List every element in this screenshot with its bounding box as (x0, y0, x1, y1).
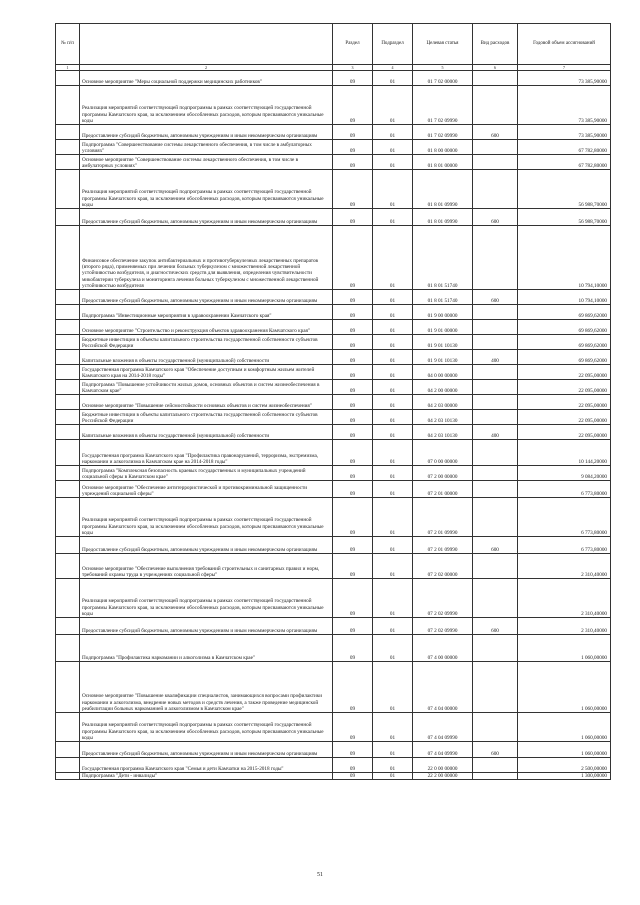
row-amount: 73 385,90000 (518, 125, 611, 140)
row-amount: 69 869,62000 (518, 350, 611, 365)
table-row (56, 320, 611, 335)
table-row (56, 410, 611, 425)
row-number-cell (56, 86, 80, 125)
row-section: 09 (333, 466, 373, 481)
row-amount: 1 300,00000 (518, 773, 611, 780)
row-target: 04 2 03 00000 (413, 395, 473, 410)
table-row (56, 335, 611, 350)
row-amount: 10 794,10000 (518, 226, 611, 290)
table-row (56, 554, 611, 579)
row-expense: 600 (473, 209, 518, 226)
header-name (80, 24, 333, 65)
row-expense (473, 86, 518, 125)
row-target: 07 0 00 00000 (413, 440, 473, 466)
row-number-cell (56, 350, 80, 365)
row-name: Подпрограмма "Повышение устойчивости жилых домов, основных объектов и систем жизнеобеспечения в Камчатском крае" (80, 380, 333, 395)
row-subsection: 01 (373, 481, 413, 498)
row-target: 01 8 01 09990 (413, 209, 473, 226)
row-target: 01 8 01 51740 (413, 226, 473, 290)
row-name: Предоставление субсидий бюджетным, автономным учреждениям и иным некоммерческим организациям (80, 618, 333, 635)
row-subsection: 01 (373, 440, 413, 466)
row-subsection: 01 (373, 758, 413, 773)
row-section: 09 (333, 305, 373, 320)
row-expense (473, 773, 518, 780)
row-expense (473, 662, 518, 713)
row-amount: 6 773,80000 (518, 481, 611, 498)
table-row (56, 662, 611, 713)
row-section: 09 (333, 380, 373, 395)
row-amount: 22 095,00000 (518, 365, 611, 380)
header-target: Целевая статья (413, 24, 473, 65)
row-section: 09 (333, 773, 373, 780)
row-number-cell (56, 498, 80, 537)
row-expense (473, 466, 518, 481)
column-number: 5 (413, 65, 473, 71)
row-name: Основное мероприятие "Повышение квалификации специалистов, занимающихся вопросами профилактики наркомании и алкоголизма, внедрение новых методов и средств лечения, а также проведение медицинской реабилитации больных наркоманией и алкоголизмом в Камчатском крае" (80, 662, 333, 713)
row-subsection: 01 (373, 380, 413, 395)
row-amount: 2 310,40000 (518, 618, 611, 635)
row-name: Подпрограмма "Профилактика наркомании и алкоголизма в Камчатском крае" (80, 635, 333, 662)
table-row (56, 425, 611, 440)
row-target: 01 8 01 09990 (413, 170, 473, 209)
row-section: 09 (333, 618, 373, 635)
column-number: 4 (373, 65, 413, 71)
row-amount: 10 794,10000 (518, 290, 611, 305)
header-section: Раздел (333, 24, 373, 65)
header-num: № п/п (56, 24, 80, 65)
row-target: 04 0 00 00000 (413, 365, 473, 380)
row-target: 07 2 01 00000 (413, 481, 473, 498)
row-number-cell (56, 425, 80, 440)
row-expense: 600 (473, 290, 518, 305)
row-number-cell (56, 305, 80, 320)
row-section: 09 (333, 440, 373, 466)
row-name: Предоставление субсидий бюджетным, автономным учреждениям и иным некоммерческим организациям (80, 125, 333, 140)
row-section: 09 (333, 209, 373, 226)
row-subsection: 01 (373, 425, 413, 440)
row-number-cell (56, 466, 80, 481)
row-expense (473, 481, 518, 498)
row-amount: 6 773,80000 (518, 498, 611, 537)
page-number: 51 (317, 872, 323, 878)
row-amount: 69 869,62000 (518, 305, 611, 320)
row-target: 04 2 00 00000 (413, 380, 473, 395)
row-section: 09 (333, 226, 373, 290)
row-name: Предоставление субсидий бюджетным, автономным учреждениям и иным некоммерческим организациям (80, 742, 333, 758)
row-name: Финансовое обеспечение закупок антибактериальных и противотуберкулезных лекарственных препаратов (второго ряда), применяемых при лечении больных туберкулезом с множественной лекарственной устойчивостью возбудителя, и диагностических средств для выявления, определения чувствительности микобактерии туберкулеза и мониторинга лечения больных туберкулезом с множественной лекарственной устойчивостью возбудителя (80, 226, 333, 290)
row-subsection: 01 (373, 350, 413, 365)
row-amount: 22 095,00000 (518, 380, 611, 395)
table-row (56, 71, 611, 86)
row-expense: 600 (473, 742, 518, 758)
row-subsection: 01 (373, 170, 413, 209)
row-section: 09 (333, 713, 373, 742)
row-subsection: 01 (373, 71, 413, 86)
row-section: 09 (333, 635, 373, 662)
row-name: Подпрограмма "Комплексная безопасность краевых государственных и муниципальных учреждений социальной сферы в Камчатском крае" (80, 466, 333, 481)
row-target: 07 4 04 00000 (413, 662, 473, 713)
table-row (56, 773, 611, 780)
row-section: 09 (333, 395, 373, 410)
row-number-cell (56, 320, 80, 335)
row-name: Основное мероприятие "Обеспечение выполнения требований строительных и санитарных правил и норм, требований охраны труда в учреждениях социальной сферы" (80, 554, 333, 579)
row-expense: 400 (473, 425, 518, 440)
header-subsection: Подраздел (373, 24, 413, 65)
row-section: 09 (333, 537, 373, 554)
table-row (56, 440, 611, 466)
row-name: Основное мероприятие "Меры социальной поддержки медицинских работников" (80, 71, 333, 86)
row-amount: 1 060,00000 (518, 742, 611, 758)
row-name: Бюджетные инвестиции в объекты капитального строительства государственной собственности субъектов Российской Федерации (80, 335, 333, 350)
table-row (56, 86, 611, 125)
table-row (56, 395, 611, 410)
column-number: 7 (518, 65, 611, 71)
row-section: 09 (333, 425, 373, 440)
row-name: Предоставление субсидий бюджетным, автономным учреждениям и иным некоммерческим организациям (80, 537, 333, 554)
row-expense: 600 (473, 618, 518, 635)
table-row (56, 537, 611, 554)
row-target: 07 2 02 09990 (413, 618, 473, 635)
row-amount: 73 385,90000 (518, 71, 611, 86)
table-row (56, 350, 611, 365)
row-number-cell (56, 579, 80, 618)
row-target: 04 2 03 10130 (413, 410, 473, 425)
row-section: 09 (333, 498, 373, 537)
table-row (56, 290, 611, 305)
row-name: Реализация мероприятий соответствующей подпрограммы в рамках соответствующей государственной программы Камчатского края, за исключением обособленных расходов, которым присваиваются уникальные коды (80, 86, 333, 125)
table-row (56, 635, 611, 662)
row-amount: 22 095,00000 (518, 395, 611, 410)
table-row (56, 125, 611, 140)
row-expense (473, 635, 518, 662)
table-row (56, 209, 611, 226)
row-subsection: 01 (373, 579, 413, 618)
row-expense (473, 335, 518, 350)
row-name: Подпрограмма "Дети - инвалиды" (80, 773, 333, 780)
row-number-cell (56, 365, 80, 380)
row-target: 01 7 02 09990 (413, 86, 473, 125)
row-name: Реализация мероприятий соответствующей подпрограммы в рамках соответствующей государственной программы Камчатского края, за исключением обособленных расходов, которым присваиваются уникальные коды (80, 579, 333, 618)
budget-table (55, 23, 611, 780)
row-section: 09 (333, 140, 373, 155)
row-expense (473, 140, 518, 155)
row-subsection: 01 (373, 713, 413, 742)
row-target: 04 2 03 10130 (413, 425, 473, 440)
row-target: 07 2 02 09990 (413, 579, 473, 618)
row-amount: 6 773,80000 (518, 537, 611, 554)
row-section: 09 (333, 350, 373, 365)
budget-sheet (55, 23, 610, 780)
row-target: 07 2 01 09990 (413, 498, 473, 537)
row-amount: 56 988,70000 (518, 170, 611, 209)
row-number-cell (56, 290, 80, 305)
row-expense (473, 320, 518, 335)
row-number-cell (56, 635, 80, 662)
row-number-cell (56, 410, 80, 425)
row-subsection: 01 (373, 410, 413, 425)
row-name: Реализация мероприятий соответствующей подпрограммы в рамках соответствующей государственной программы Камчатского края, за исключением обособленных расходов, которым присваиваются уникальные коды (80, 170, 333, 209)
row-number-cell (56, 481, 80, 498)
row-expense: 600 (473, 537, 518, 554)
row-subsection: 01 (373, 395, 413, 410)
row-number-cell (56, 773, 80, 780)
table-row (56, 481, 611, 498)
row-subsection: 01 (373, 554, 413, 579)
row-amount: 10 144,20000 (518, 440, 611, 466)
row-section: 09 (333, 481, 373, 498)
row-number-cell (56, 335, 80, 350)
row-target: 01 9 01 10130 (413, 350, 473, 365)
row-target: 01 8 00 00000 (413, 140, 473, 155)
row-subsection: 01 (373, 320, 413, 335)
table-row (56, 713, 611, 742)
table-row (56, 498, 611, 537)
row-name: Основное мероприятие "Повышение сейсмостойкости основных объектов и систем жизнеобеспечения" (80, 395, 333, 410)
row-expense (473, 440, 518, 466)
row-name: Бюджетные инвестиции в объекты капитального строительства государственной собственности субъектов Российской Федерации (80, 410, 333, 425)
row-amount: 69 869,62000 (518, 320, 611, 335)
row-name: Подпрограмма "Инвестиционные мероприятия в здравоохранении Камчатского края" (80, 305, 333, 320)
table-row (56, 380, 611, 395)
row-amount: 1 060,00000 (518, 635, 611, 662)
table-row (56, 170, 611, 209)
row-name: Капитальные вложения в объекты государственной (муниципальной) собственности (80, 425, 333, 440)
row-expense (473, 226, 518, 290)
row-target: 01 8 01 00000 (413, 155, 473, 170)
row-section: 09 (333, 758, 373, 773)
row-subsection: 01 (373, 140, 413, 155)
column-number: 2 (80, 65, 333, 71)
row-name: Государственная программа Камчатского края "Профилактика правонарушений, терроризма, экстремизма, наркомании и алкоголизма в Камчатском крае на 2014-2018 годы" (80, 440, 333, 466)
table-row (56, 226, 611, 290)
row-amount: 67 782,80000 (518, 155, 611, 170)
row-target: 07 2 00 00000 (413, 466, 473, 481)
row-subsection: 01 (373, 635, 413, 662)
row-expense (473, 579, 518, 618)
row-number-cell (56, 662, 80, 713)
row-name: Государственная программа Камчатского края "Обеспечение доступным и комфортным жильем жителей Камчатского края на 2014-2018 годы" (80, 365, 333, 380)
row-amount: 22 095,00000 (518, 410, 611, 425)
row-subsection: 01 (373, 290, 413, 305)
row-number-cell (56, 758, 80, 773)
row-number-cell (56, 537, 80, 554)
row-section: 09 (333, 662, 373, 713)
row-expense (473, 554, 518, 579)
row-name: Основное мероприятие "Совершенствование системы лекарственного обеспечения, в том числе в амбулаторных условиях" (80, 155, 333, 170)
row-amount: 67 782,80000 (518, 140, 611, 155)
row-name: Основное мероприятие "Строительство и реконструкция объектов здравоохранения Камчатского края" (80, 320, 333, 335)
table-body (56, 71, 611, 780)
row-section: 09 (333, 155, 373, 170)
row-expense (473, 380, 518, 395)
row-number-cell (56, 380, 80, 395)
row-section: 09 (333, 365, 373, 380)
row-number-cell (56, 440, 80, 466)
row-amount: 69 869,62000 (518, 335, 611, 350)
row-section: 09 (333, 170, 373, 209)
row-target: 01 9 01 10130 (413, 335, 473, 350)
row-number-cell (56, 713, 80, 742)
row-number-cell (56, 209, 80, 226)
row-number-cell (56, 125, 80, 140)
row-section: 09 (333, 125, 373, 140)
row-number-cell (56, 226, 80, 290)
row-number-cell (56, 71, 80, 86)
row-expense (473, 305, 518, 320)
row-amount: 2 310,40000 (518, 554, 611, 579)
row-name: Предоставление субсидий бюджетным, автономным учреждениям и иным некоммерческим организациям (80, 209, 333, 226)
row-section: 09 (333, 554, 373, 579)
row-expense: 600 (473, 125, 518, 140)
row-number-cell (56, 155, 80, 170)
table-row (56, 466, 611, 481)
row-name: Реализация мероприятий соответствующей подпрограммы в рамках соответствующей государственной программы Камчатского края, за исключением обособленных расходов, которым присваиваются уникальные коды (80, 498, 333, 537)
row-target: 01 8 01 51740 (413, 290, 473, 305)
column-number: 3 (333, 65, 373, 71)
row-section: 09 (333, 71, 373, 86)
row-section: 09 (333, 335, 373, 350)
table-row (56, 618, 611, 635)
row-number-cell (56, 395, 80, 410)
column-number: 6 (473, 65, 518, 71)
row-target: 07 4 04 09990 (413, 742, 473, 758)
table-row (56, 365, 611, 380)
row-target: 07 2 02 00000 (413, 554, 473, 579)
row-section: 09 (333, 290, 373, 305)
row-name: Капитальные вложения в объекты государственной (муниципальной) собственности (80, 350, 333, 365)
row-subsection: 01 (373, 498, 413, 537)
row-name: Государственная программа Камчатского края "Семья и дети Камчатки на 2015-2018 годы" (80, 758, 333, 773)
row-subsection: 01 (373, 365, 413, 380)
row-expense (473, 395, 518, 410)
row-subsection: 01 (373, 125, 413, 140)
table-row (56, 155, 611, 170)
row-subsection: 01 (373, 305, 413, 320)
row-subsection: 01 (373, 662, 413, 713)
table-header-row (56, 24, 611, 65)
row-subsection: 01 (373, 466, 413, 481)
row-amount: 2 500,00000 (518, 758, 611, 773)
row-subsection: 01 (373, 226, 413, 290)
row-name: Подпрограмма "Совершенствование системы лекарственного обеспечения, в том числе в амбулаторных условиях" (80, 140, 333, 155)
row-number-cell (56, 554, 80, 579)
row-amount: 56 988,70000 (518, 209, 611, 226)
row-target: 07 2 01 09990 (413, 537, 473, 554)
table-row (56, 305, 611, 320)
row-expense (473, 498, 518, 537)
row-target: 01 7 02 00000 (413, 71, 473, 86)
row-name: Основное мероприятие "Обеспечение антитеррористической и противокриминальной защищенности учреждений социальной сферы" (80, 481, 333, 498)
row-expense (473, 71, 518, 86)
row-number-cell (56, 170, 80, 209)
row-target: 07 4 00 00000 (413, 635, 473, 662)
row-subsection: 01 (373, 773, 413, 780)
row-subsection: 01 (373, 335, 413, 350)
row-section: 09 (333, 742, 373, 758)
row-subsection: 01 (373, 742, 413, 758)
row-target: 01 9 00 00000 (413, 305, 473, 320)
row-subsection: 01 (373, 209, 413, 226)
row-amount: 1 060,00000 (518, 713, 611, 742)
row-expense (473, 155, 518, 170)
row-amount: 2 310,40000 (518, 579, 611, 618)
row-number-cell (56, 618, 80, 635)
row-expense (473, 410, 518, 425)
row-section: 09 (333, 410, 373, 425)
row-amount: 9 084,20000 (518, 466, 611, 481)
row-name: Предоставление субсидий бюджетным, автономным учреждениям и иным некоммерческим организациям (80, 290, 333, 305)
row-section: 09 (333, 86, 373, 125)
row-amount: 22 095,00000 (518, 425, 611, 440)
row-subsection: 01 (373, 537, 413, 554)
row-target: 22 2 00 00000 (413, 773, 473, 780)
row-amount: 73 385,90000 (518, 86, 611, 125)
header-expense: Вид расходов (473, 24, 518, 65)
row-expense: 400 (473, 350, 518, 365)
table-row (56, 140, 611, 155)
table-row (56, 758, 611, 773)
row-target: 22 0 00 00000 (413, 758, 473, 773)
row-amount: 1 060,00000 (518, 662, 611, 713)
row-expense (473, 365, 518, 380)
row-section: 09 (333, 320, 373, 335)
row-number-cell (56, 140, 80, 155)
row-expense (473, 713, 518, 742)
row-section: 09 (333, 579, 373, 618)
header-amount: Годовой объем ассигнований (518, 24, 611, 65)
column-number: 1 (56, 65, 80, 71)
row-expense (473, 758, 518, 773)
row-target: 01 9 01 00000 (413, 320, 473, 335)
row-number-cell (56, 742, 80, 758)
table-row (56, 579, 611, 618)
row-target: 01 7 02 09990 (413, 125, 473, 140)
row-subsection: 01 (373, 155, 413, 170)
row-target: 07 4 04 09990 (413, 713, 473, 742)
row-expense (473, 170, 518, 209)
row-name: Реализация мероприятий соответствующей подпрограммы в рамках соответствующей государственной программы Камчатского края, за исключением обособленных расходов, которым присваиваются уникальные коды (80, 713, 333, 742)
table-row (56, 742, 611, 758)
row-subsection: 01 (373, 86, 413, 125)
row-subsection: 01 (373, 618, 413, 635)
